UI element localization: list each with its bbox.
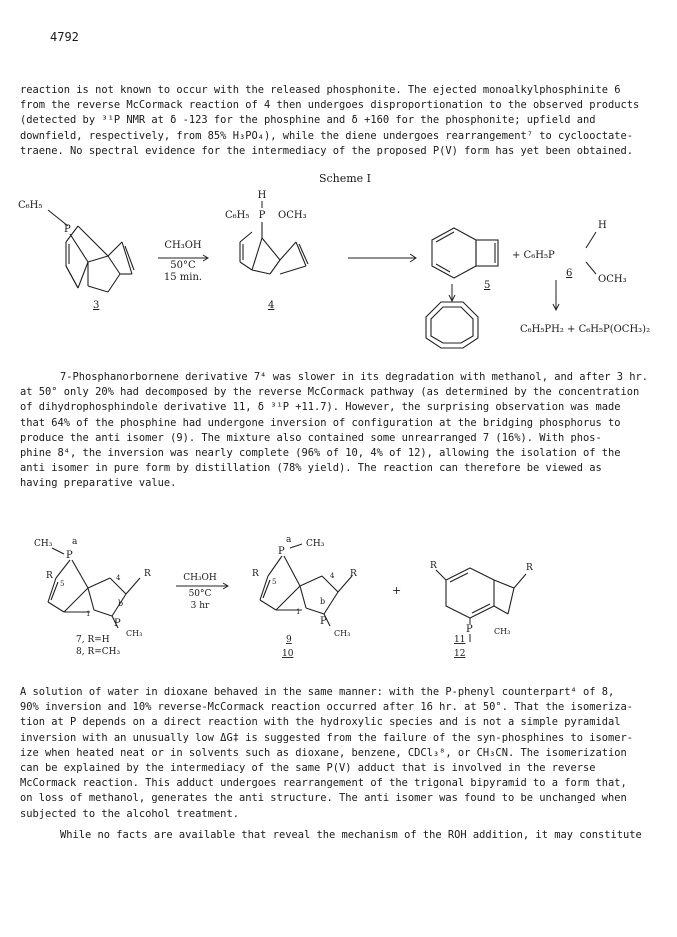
compound-number-11: 11	[454, 635, 466, 645]
paragraph-3	[20, 685, 658, 822]
p-atom-label: P	[114, 618, 121, 629]
text-line: on loss of methanol, generates the anti structure. The anti isomer was found to be unchanged when	[20, 792, 627, 805]
compound-7-structure	[48, 548, 140, 628]
p-atom-label: P	[66, 550, 73, 561]
compound-11-structure	[436, 568, 526, 618]
text-line: reaction is not known to occur with the released phosphonite. The ejected monoalkylphosphinite 6	[20, 84, 621, 96]
compound-5-structure	[432, 228, 498, 278]
ch3-label: CH₃	[34, 539, 53, 549]
position-4-label: 4	[330, 572, 335, 580]
scheme-2-figure	[0, 530, 677, 670]
p-atom-label: P	[466, 624, 473, 635]
text-line: of dihydrophosphindole derivative 11, δ ³¹P +11.7). However, the surprising observation was made	[20, 401, 621, 414]
text-line: While no facts are available that reveal the mechanism of the ROH addition, it may constitute	[60, 829, 642, 841]
bridge-b-label: b	[320, 597, 326, 606]
paragraph-2	[20, 370, 658, 492]
text-line: ize when heated neat or in solvents such as dioxane, benzene, CDCl₃⁸, or CH₃CN. The isomerization	[20, 746, 627, 759]
text-line: 7-Phosphanorbornene derivative 7⁴ was slower in its degradation with methanol, and after 3 hr.	[60, 371, 649, 383]
ch3-label: CH₃	[494, 627, 511, 636]
scheme-title: Scheme I	[318, 172, 372, 185]
ch3-label: CH₃	[306, 539, 325, 549]
reagent-line: CH₃OH	[164, 240, 202, 251]
cyclooctatetraene-structure	[426, 302, 478, 348]
reagent-line: CH₃OH	[183, 573, 217, 583]
text-line: tion at P depends on a direct reaction with the hydroxylic species and is not a simple pyramidal	[20, 716, 621, 729]
bridge-a-label: a	[286, 535, 292, 545]
plus-sign: +	[392, 584, 402, 597]
h-atom-label: H	[257, 190, 267, 201]
reagent-line: 15 min.	[163, 272, 203, 283]
text-line: can be explained by the intermediacy of the same P(V) adduct that is involved in the reverse	[20, 762, 596, 775]
compound-number-4: 4	[268, 300, 275, 311]
compound-number-6: 6	[566, 268, 573, 279]
text-line: traene. No spectral evidence for the intermediacy of the proposed P(V) form has yet been obtained.	[20, 144, 634, 157]
c6h5-label: C₆H₅	[18, 200, 43, 211]
r-group-label: R	[252, 569, 259, 579]
compound-number-9: 9	[286, 635, 292, 645]
paragraph-1	[20, 83, 658, 159]
och3-label: OCH₃	[598, 274, 627, 285]
text-line: phine 8⁴, the inversion was nearly complete (96% of 10, 4% of 12), allowing the isolation of the	[20, 447, 621, 460]
c6h5-label: C₆H₅	[225, 210, 250, 221]
ch3-label: CH₃	[334, 629, 351, 638]
r-group-label: R	[144, 569, 151, 579]
r-group-label: R	[46, 571, 53, 581]
phosphinite-formula: + C₆H₅P	[512, 250, 555, 261]
bridge-a-label: a	[72, 537, 78, 547]
position-5-label: 5	[60, 580, 65, 588]
p-atom-label: P	[278, 546, 285, 557]
text-line: at 50° only 20% had decomposed by the reverse McCormack pathway (as determined by the concentration	[20, 386, 640, 399]
r-group-label: R	[350, 569, 357, 579]
r-group-label: R	[430, 561, 437, 571]
text-line: that 64% of the phosphine had undergone inversion of configuration at the bridging phosphorus to	[20, 416, 621, 429]
r-group-label: R	[526, 563, 533, 573]
bridge-b-label: b	[118, 599, 124, 608]
p-atom-label: P	[258, 210, 266, 221]
compound-4-structure	[240, 222, 308, 274]
text-line: inversion with an unusually low ΔG‡ is suggested from the failure of the syn-phosphines to isomer-	[20, 731, 634, 744]
text-line: McCormack reaction. This adduct undergoes rearrangement of the trigonal bipyramid to a form that,	[20, 777, 627, 790]
position-4-label: 4	[116, 574, 121, 582]
text-line: anti isomer in pure form by distillation (78% yield). The reaction can therefore be viewed as	[20, 462, 602, 475]
text-line: subjected to the alcohol treatment.	[20, 807, 239, 820]
compound-number-3: 3	[93, 300, 100, 311]
text-line: (detected by ³¹P NMR at δ -123 for the phosphine and δ +160 for the phosphonite; upfield and	[20, 114, 596, 127]
text-line: having preparative value.	[20, 477, 177, 490]
position-1-label: 1	[296, 608, 301, 616]
och3-label: OCH₃	[278, 210, 307, 221]
text-line: downfield, respectively, from 85% H₃PO₄), while the diene undergoes rearrangement⁷ to cyclooctate-	[20, 129, 634, 142]
h-atom-label: H	[598, 220, 607, 231]
reagent-line: 50°C	[188, 589, 212, 599]
text-line: from the reverse McCormack reaction of 4 then undergoes disproportionation to the observed products	[20, 99, 640, 112]
compound-3-structure	[48, 210, 134, 292]
ch3-label: CH₃	[126, 629, 143, 638]
text-line: produce the anti isomer (9). The mixture also contained some unrearranged 7 (16%). With phos-	[20, 431, 602, 444]
reagent-line: 50°C	[170, 260, 196, 271]
compound-number-7: 7, R=H	[76, 635, 110, 645]
compound-number-10: 10	[282, 649, 294, 659]
position-1-label: 1	[86, 610, 91, 618]
text-line: 90% inversion and 10% reverse-McCormack reaction occurred after 16 hr. at 50°. That the isomeriza-	[20, 701, 634, 714]
reagent-line: 3 hr	[190, 601, 210, 611]
scheme-1-figure	[0, 170, 677, 350]
compound-number-8: 8, R=CH₃	[76, 647, 121, 657]
compound-number-12: 12	[454, 649, 466, 659]
p-atom-label: P	[320, 616, 327, 627]
page-number: 4792	[50, 30, 79, 44]
text-line: A solution of water in dioxane behaved in the same manner: with the P-phenyl counterpart⁴ of 8,	[20, 686, 615, 698]
position-5-label: 5	[272, 578, 277, 586]
product-formulas: C₆H₅PH₂ + C₆H₅P(OCH₃)₂	[520, 324, 651, 335]
p-atom-label: P	[64, 224, 71, 235]
compound-number-5: 5	[484, 280, 491, 291]
paragraph-4	[20, 828, 658, 843]
